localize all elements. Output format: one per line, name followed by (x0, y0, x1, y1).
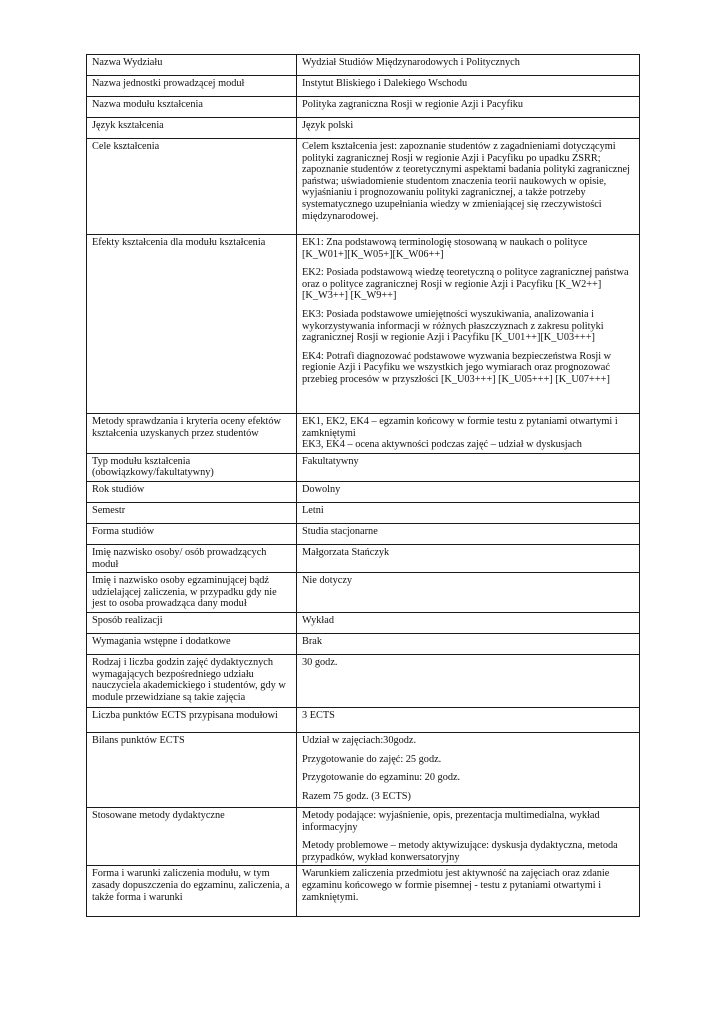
table-row (87, 807, 640, 865)
value-paragraph: Instytut Bliskiego i Dalekiego Wschodu (302, 78, 468, 89)
value-paragraph: Wydział Studiów Międzynarodowych i Politycznych (302, 57, 520, 68)
table-row (87, 55, 640, 76)
value-paragraph: Letni (302, 504, 324, 516)
row-value (297, 573, 640, 613)
learning-outcome: EK3: Posiada podstawowe umiejętności wyszukiwania, analizowania i wykorzystywania informacji w różnych płaszczyznach z zakresu polityki zagranicznej Rosji w regionie Azji i Pacyfiku [K_U01++][K_U03+++] (302, 308, 604, 344)
row-label: Typ modułu kształcenia (obowiązkowy/fakultatywny) (87, 453, 297, 481)
value-paragraph: Wykład (302, 614, 334, 626)
row-value (297, 633, 640, 654)
value-paragraph: 3 ECTS (302, 709, 335, 721)
value-paragraph: EK3, EK4 – ocena aktywności podczas zajęć – udział w dyskusjach (302, 439, 582, 451)
row-value (297, 502, 640, 523)
table-row (87, 732, 640, 807)
value-paragraph: EK1, EK2, EK4 – egzamin końcowy w formie testu z pytaniami otwartymi i zamkniętymi (302, 416, 618, 439)
row-value (297, 235, 640, 414)
value-paragraph: Nie dotyczy (302, 575, 353, 587)
row-label: Stosowane metody dydaktyczne (87, 807, 297, 865)
value-paragraph: Metody podające: wyjaśnienie, opis, prezentacja multimedialna, wykład informacyjny (302, 809, 600, 833)
row-label: Sposób realizacji (87, 612, 297, 633)
row-label: Forma i warunki zaliczenia modułu, w tym zasady dopuszczenia do egzaminu, zaliczenia, a także forma i warunki (87, 866, 297, 917)
ects-balance-item: Przygotowanie do zajęć: 25 godz. (302, 753, 442, 765)
value-paragraph: Język polski (302, 120, 354, 131)
syllabus-table (86, 54, 640, 917)
row-label: Nazwa Wydziału (87, 55, 297, 76)
value-paragraph: Brak (302, 635, 323, 647)
table-row (87, 97, 640, 118)
table-row (87, 707, 640, 732)
table-row (87, 481, 640, 502)
row-label: Imię nazwisko osoby/ osób prowadzących moduł (87, 544, 297, 572)
learning-outcome: EK4: Potrafi diagnozować podstawowe wyzwania bezpieczeństwa Rosji w regionie Azji i Pacyfiku we wszystkich jego wymiarach oraz prognozować przebieg procesów w przyszłości [K_U03+++] [K_U05+++] [K_U07+++] (302, 350, 612, 385)
value-paragraph: 30 godz. (302, 656, 338, 668)
ects-balance-item: Przygotowanie do egzaminu: 20 godz. (302, 772, 461, 784)
row-value (297, 866, 640, 917)
row-label: Nazwa modułu kształcenia (87, 97, 297, 118)
learning-outcome: EK1: Zna podstawową terminologię stosowaną w naukach o polityce [K_W01+][K_W05+][K_W06++] (302, 237, 588, 260)
row-label: Semestr (87, 502, 297, 523)
row-label: Forma studiów (87, 523, 297, 544)
row-label: Wymagania wstępne i dodatkowe (87, 633, 297, 654)
row-value (297, 654, 640, 707)
table-row (87, 612, 640, 633)
row-label: Imię i nazwisko osoby egzaminującej bądź udzielającej zaliczenia, w przypadku gdy nie jest to osoba prowadząca dany moduł (87, 573, 297, 613)
value-paragraph: Metody problemowe – metody aktywizujące: dyskusja dydaktyczna, metoda przypadków, wykład konwersatoryjny (302, 840, 618, 863)
row-value (297, 414, 640, 454)
row-value (297, 97, 640, 118)
table-row (87, 118, 640, 139)
value-paragraph: Małgorzata Stańczyk (302, 546, 390, 558)
ects-balance-item: Razem 75 godz. (3 ECTS) (302, 790, 411, 802)
value-paragraph: Warunkiem zaliczenia przedmiotu jest aktywność na zajęciach oraz zdanie egzaminu końcowego w formie pisemnej - testu z pytaniami otwartymi i zamkniętymi. (302, 868, 610, 903)
table-row (87, 414, 640, 454)
row-label: Cele kształcenia (87, 139, 297, 235)
learning-outcome: EK2: Posiada podstawową wiedzę teoretyczną o polityce zagranicznej państwa oraz o polityce zagranicznej Rosji w regionie Azji i Pacyfiku [K_W2++] [K_W3++] [K_W9++] (302, 267, 629, 302)
row-value (297, 139, 640, 235)
row-label: Nazwa jednostki prowadzącej moduł (87, 76, 297, 97)
row-label: Rok studiów (87, 481, 297, 502)
table-row (87, 523, 640, 544)
row-value (297, 118, 640, 139)
row-label: Metody sprawdzania i kryteria oceny efektów kształcenia uzyskanych przez studentów (87, 414, 297, 454)
table-row (87, 573, 640, 613)
row-value (297, 481, 640, 502)
value-paragraph: Studia stacjonarne (302, 525, 378, 537)
row-label: Bilans punktów ECTS (87, 732, 297, 807)
value-paragraph: Dowolny (302, 483, 341, 495)
table-row (87, 654, 640, 707)
row-value (297, 612, 640, 633)
row-value (297, 807, 640, 865)
row-label: Efekty kształcenia dla modułu kształcenia (87, 235, 297, 414)
row-value (297, 544, 640, 572)
table-row (87, 453, 640, 481)
row-label: Rodzaj i liczba godzin zajęć dydaktycznych wymagających bezpośredniego udziału nauczyciela akademickiego i studentów, gdy w module przewidziane są takie zajęcia (87, 654, 297, 707)
ects-balance-item: Udział w zajęciach:30godz. (302, 734, 417, 746)
row-value (297, 523, 640, 544)
table-row (87, 866, 640, 917)
value-paragraph: Polityka zagraniczna Rosji w regionie Azji i Pacyfiku (302, 99, 524, 110)
table-row (87, 235, 640, 414)
table-row (87, 76, 640, 97)
table-row (87, 139, 640, 235)
table-row (87, 502, 640, 523)
row-label: Liczba punktów ECTS przypisana modułowi (87, 707, 297, 732)
row-value (297, 76, 640, 97)
table-row (87, 633, 640, 654)
row-value (297, 732, 640, 807)
row-value (297, 453, 640, 481)
value-paragraph: Fakultatywny (302, 455, 359, 467)
row-label: Język kształcenia (87, 118, 297, 139)
value-paragraph: Celem kształcenia jest: zapoznanie studentów z zagadnieniami dotyczącymi polityki zagranicznej Rosji w regionie Azji i Pacyfiku po upadku ZSRR; zapoznanie studentów z teoretycznymi aspektami badania polityki zagranicznej państwa; uświadomienie studentom znaczenia teorii naukowych w opisie, wyjaśnianiu i prognozowaniu polityki zagranicznej, a także potrzeby systematycznego uzupełniania wiedzy w zmieniającej się rzeczywistości międzynarodowej. (302, 141, 630, 222)
row-value (297, 707, 640, 732)
row-value (297, 55, 640, 76)
table-row (87, 544, 640, 572)
